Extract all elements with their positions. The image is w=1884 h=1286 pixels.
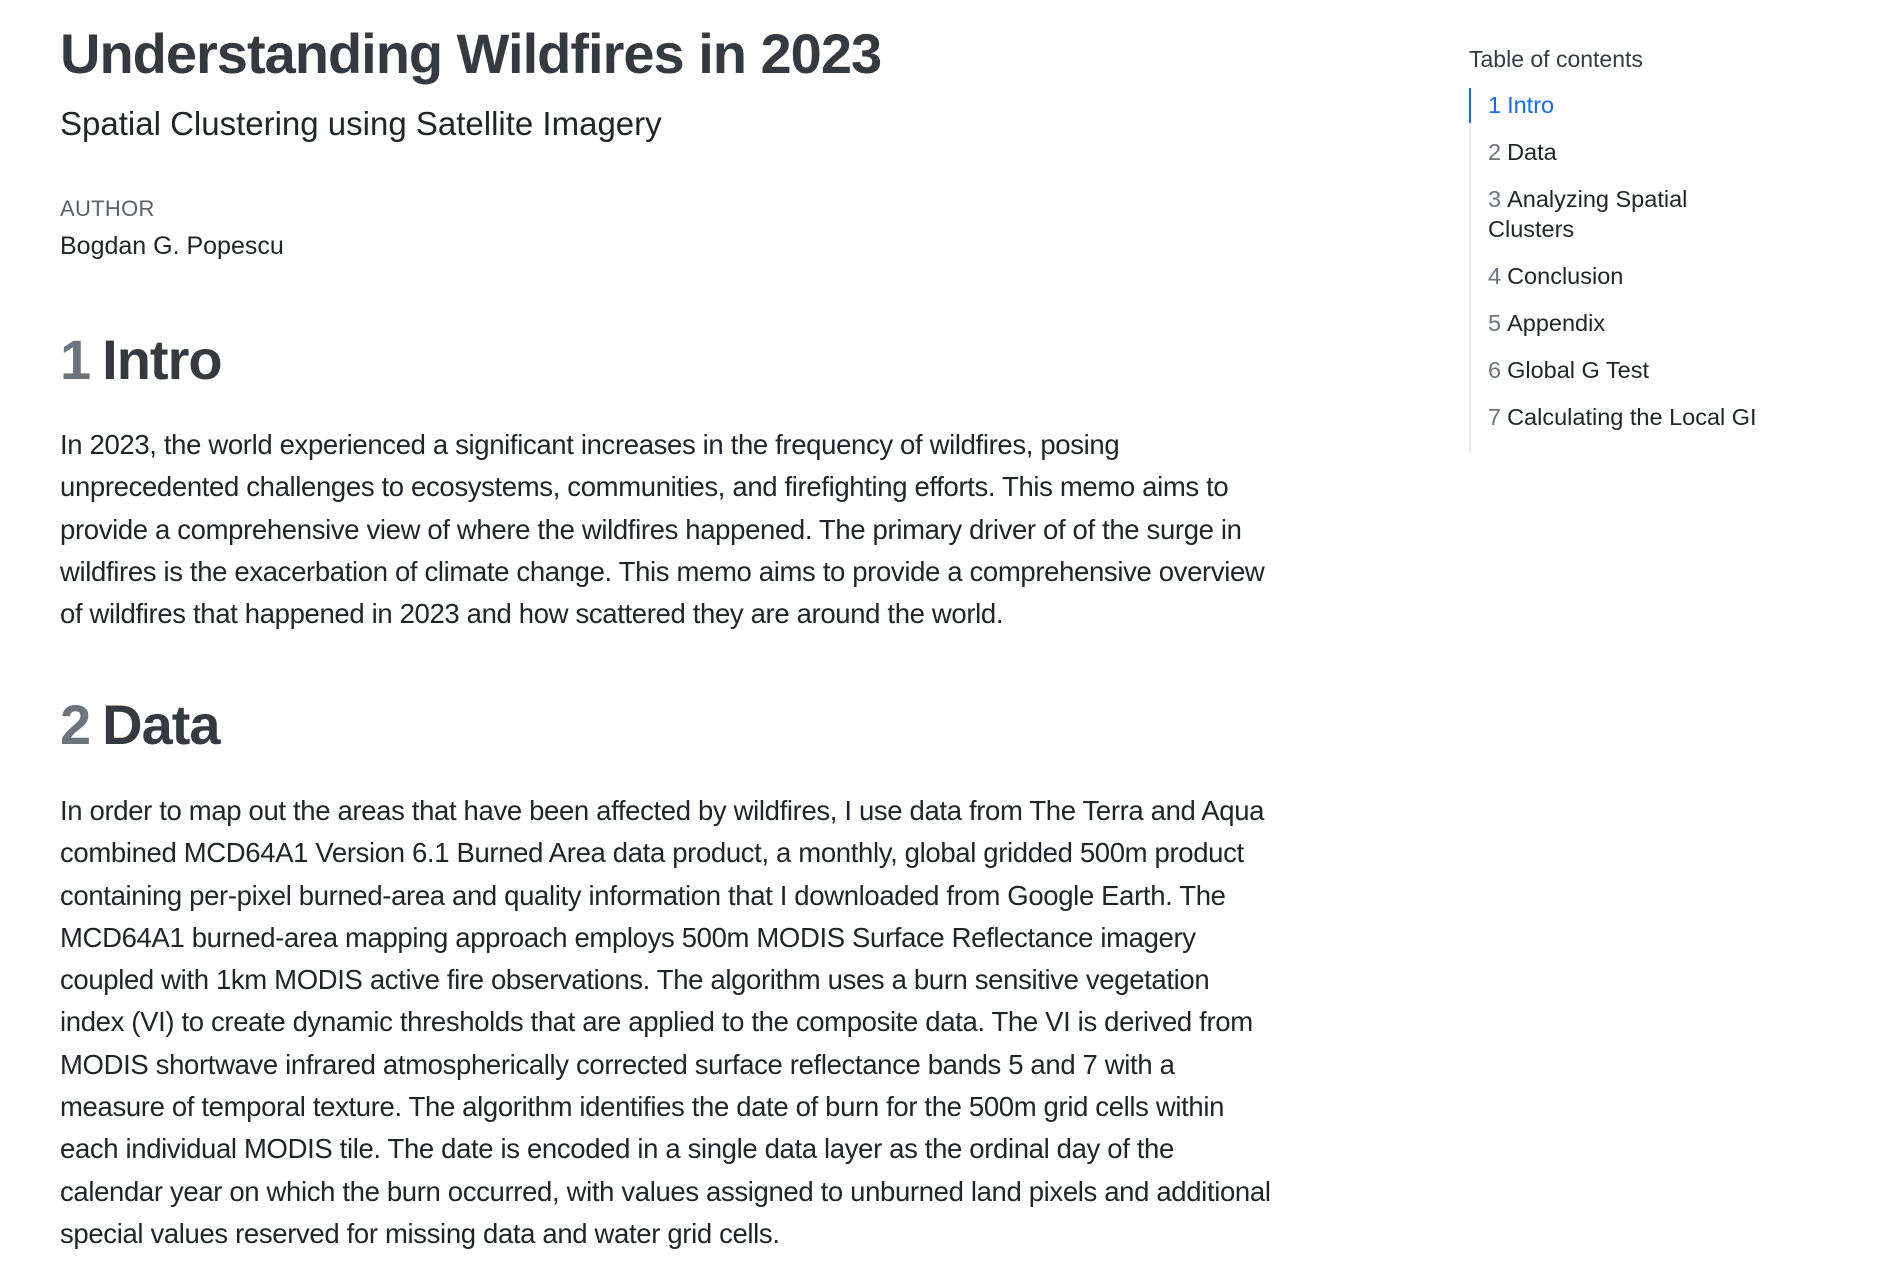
toc-item-calculating-local-gi[interactable] bbox=[1469, 400, 1849, 435]
toc-item-data[interactable] bbox=[1469, 135, 1849, 170]
page-title: Understanding Wildfires in 2023 bbox=[60, 22, 882, 85]
toc-item-label: Conclusion bbox=[1507, 263, 1624, 289]
paragraph-line: measure of temporal texture. The algorithm identifies the date of burn for the 500m grid cells within bbox=[60, 1091, 1225, 1123]
toc-item-label: Intro bbox=[1507, 92, 1555, 118]
section-title: Intro bbox=[102, 328, 222, 391]
toc-item-label: Global G Test bbox=[1507, 357, 1650, 383]
page-subtitle: Spatial Clustering using Satellite Imagery bbox=[60, 105, 662, 142]
paragraph-line: coupled with 1km MODIS active fire observations. The algorithm uses a burn sensitive vegetation bbox=[60, 964, 1210, 996]
toc-item-label: Data bbox=[1507, 139, 1557, 165]
toc-title: Table of contents bbox=[1469, 46, 1643, 72]
section-number: 1 bbox=[60, 328, 91, 391]
toc-item-number: 6 bbox=[1488, 357, 1502, 383]
paragraph-line: combined MCD64A1 Version 6.1 Burned Area data product, a monthly, global gridded 500m product bbox=[60, 837, 1244, 869]
paragraph-line: calendar year on which the burn occurred, with values assigned to unburned land pixels and additional bbox=[60, 1175, 1271, 1207]
paragraph-line: MCD64A1 burned-area mapping approach employs 500m MODIS Surface Reflectance imagery bbox=[60, 921, 1196, 953]
toc-item-number: 1 bbox=[1488, 92, 1502, 118]
paragraph-line: each individual MODIS tile. The date is encoded in a single data layer as the ordinal day of the bbox=[60, 1133, 1174, 1165]
paragraph-line: In 2023, the world experienced a significant increases in the frequency of wildfires, posing bbox=[60, 429, 1120, 460]
section-heading-data bbox=[60, 693, 220, 757]
section-number: 2 bbox=[60, 693, 91, 756]
paragraph-line: index (VI) to create dynamic thresholds that are applied to the composite data. The VI is derived from bbox=[60, 1006, 1253, 1038]
toc-item-global-g-test[interactable] bbox=[1469, 353, 1849, 388]
data-paragraph bbox=[60, 790, 1440, 1255]
section-title: Data bbox=[102, 693, 220, 756]
toc-item-conclusion[interactable] bbox=[1469, 259, 1849, 294]
author-name: Bogdan G. Popescu bbox=[60, 232, 284, 260]
toc-item-appendix[interactable] bbox=[1469, 306, 1849, 341]
toc-item-number: 2 bbox=[1488, 139, 1502, 165]
paragraph-line: special values reserved for missing data and water grid cells. bbox=[60, 1217, 780, 1249]
section-heading-intro bbox=[60, 328, 222, 392]
table-of-contents bbox=[1469, 42, 1849, 453]
toc-item-number: 4 bbox=[1488, 263, 1502, 289]
toc-item-analyzing-spatial-clusters[interactable] bbox=[1469, 182, 1718, 247]
paragraph-line: containing per-pixel burned-area and quality information that I downloaded from Google Earth. The bbox=[60, 879, 1226, 911]
toc-item-label: Appendix bbox=[1507, 310, 1606, 336]
toc-list bbox=[1469, 88, 1849, 453]
paragraph-line: provide a comprehensive view of where the wildfires happened. The primary driver of of the surge in bbox=[60, 513, 1242, 545]
author-label: AUTHOR bbox=[60, 196, 155, 221]
paragraph-line: wildfires is the exacerbation of climate change. This memo aims to provide a comprehensive overview bbox=[60, 555, 1265, 587]
toc-item-number: 3 bbox=[1488, 186, 1502, 212]
paragraph-line: of wildfires that happened in 2023 and how scattered they are around the world. bbox=[60, 598, 1004, 630]
toc-item-intro[interactable] bbox=[1469, 88, 1849, 123]
paragraph-line: unprecedented challenges to ecosystems, communities, and firefighting efforts. This memo aims to bbox=[60, 471, 1229, 503]
toc-item-label: Calculating the Local GI bbox=[1507, 404, 1757, 430]
toc-item-number: 7 bbox=[1488, 404, 1502, 430]
intro-paragraph bbox=[60, 424, 1440, 635]
paragraph-line: MODIS shortwave infrared atmospherically corrected surface reflectance bands 5 and 7 with a bbox=[60, 1048, 1175, 1080]
paragraph-line: In order to map out the areas that have been affected by wildfires, I use data from The Terra and Aqua bbox=[60, 795, 1265, 826]
toc-item-number: 5 bbox=[1488, 310, 1502, 336]
toc-item-label: Analyzing Spatial Clusters bbox=[1488, 186, 1688, 242]
